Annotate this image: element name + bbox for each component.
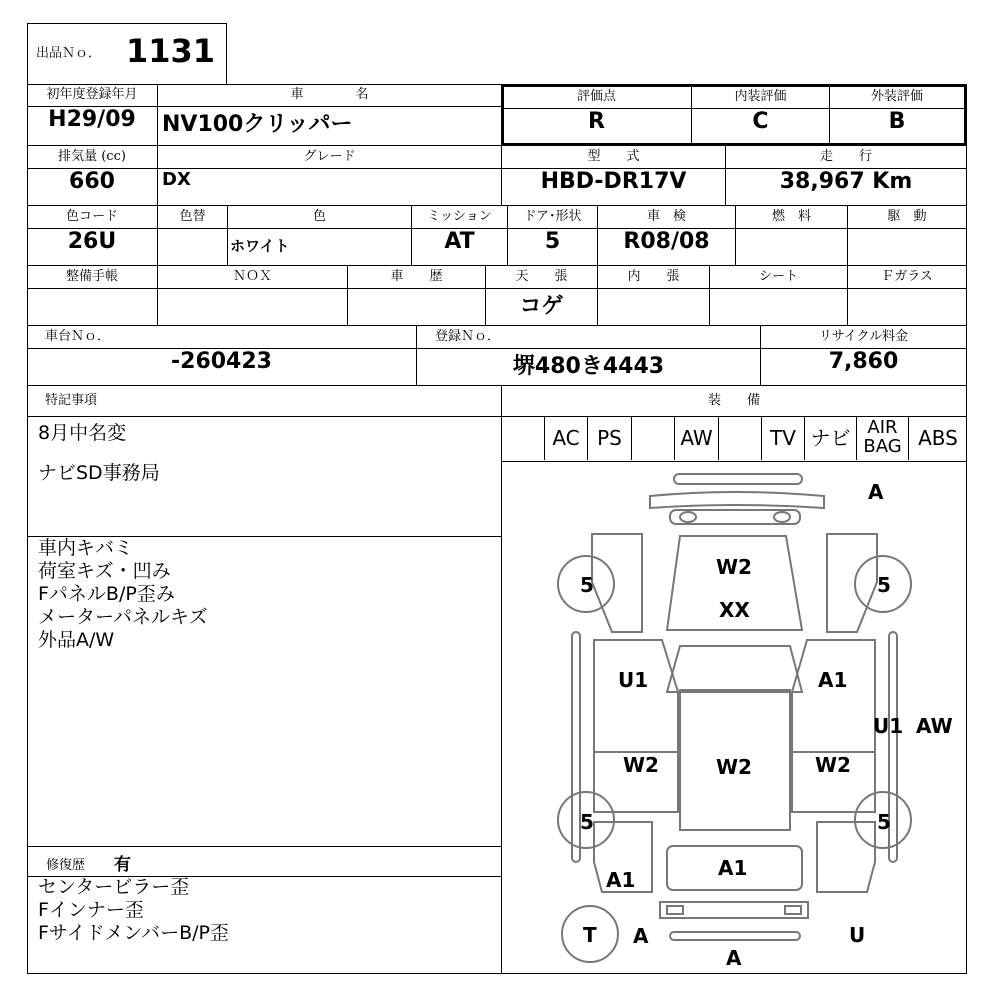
mark-tailgate: A1 [718,856,748,880]
grade-cell [158,146,502,206]
mark-tire-fr: 5 [877,573,891,597]
mark-left-rear: A1 [606,868,636,892]
recycle-cell [761,326,967,386]
mark-rear-bumper: A [726,946,742,970]
equip-tv: TV [761,416,804,460]
exterior-cell [830,86,964,144]
fglass-cell [848,266,967,326]
ceiling-value: コゲ [519,294,564,319]
mark-spare-tire: T [583,923,597,947]
repair-line: Fインナー歪 [38,899,144,921]
reg-no-cell [417,326,761,386]
equip-slot-empty [718,416,761,460]
color-cell [228,206,412,266]
note-line: ナビSD事務局 [38,462,160,484]
score-cell [502,86,692,144]
inspection-value: R08/08 [623,229,710,254]
note-line: 荷室キズ・凹み [38,560,171,582]
equip-abs: ABS [908,416,967,460]
mark-right-front-door: A1 [818,668,848,692]
model-value: HBD-DR17V [540,169,687,194]
maint-cell [27,266,158,326]
mileage-cell [726,146,967,206]
ceiling-cell [486,266,598,326]
model-label: 型 式 [502,146,725,169]
seat-cell [710,266,848,326]
note-line: FパネルB/P歪み [38,583,175,605]
lot-number: 1131 [126,32,216,70]
repaint-cell [158,206,228,266]
score-label: 評価点 [502,86,691,109]
mark-right-rear-door: W2 [815,753,851,777]
reg-year-value: H29/09 [48,107,136,132]
equip-aw: AW [674,416,718,460]
displacement-value: 660 [69,169,115,194]
reg-year-label: 初年度登録年月 [27,84,157,107]
mission-label: ミッション [412,206,507,229]
equipment-label: 装 備 [502,386,966,417]
mark-hood-1: W2 [716,555,752,579]
fuel-cell [736,206,848,266]
fglass-label: Ｆガラス [848,266,966,289]
maint-label: 整備手帳 [27,266,157,289]
recycle-label: リサイクル料金 [761,326,966,349]
notes-label: 特記事項 [27,386,501,417]
mark-tire-rl: 5 [580,810,594,834]
door-cell [508,206,598,266]
equip-slot-empty [502,416,544,460]
chassis-cell [27,326,417,386]
repaint-label: 色替 [158,206,227,229]
displacement-cell [27,146,158,206]
lot-label: 出品Ｎｏ． [36,46,102,61]
interior-cell [692,86,830,144]
nox-cell [158,266,348,326]
inspection-cell [598,206,736,266]
equip-airbag: AIR BAG [856,416,908,460]
mark-left-rear-door: W2 [623,753,659,777]
equip-navi: ナビ [804,416,856,460]
mark-tire-fl: 5 [580,573,594,597]
recycle-value: 7,860 [828,349,899,374]
inspection-label: 車 検 [598,206,735,229]
equipment-row [502,416,967,462]
mark-right-side-2: AW [916,714,953,738]
score-value: R [588,109,605,134]
mark-front-bumper: A [868,480,884,504]
mileage-label: 走 行 [726,146,966,169]
color-code-label: 色コード [27,206,157,229]
lot-number-box [27,23,227,85]
exterior-value: B [888,109,906,134]
history-label: 車 歴 [348,266,485,289]
mileage-value: 38,967 Km [779,169,913,194]
door-value: 5 [544,229,561,254]
color-code-cell [27,206,158,266]
grade-label: グレード [158,146,501,169]
equip-ac: AC [544,416,587,460]
door-label: ドア･形状 [508,206,597,229]
fuel-label: 燃 料 [736,206,847,229]
mission-cell [412,206,508,266]
drive-label: 駆 動 [848,206,966,229]
inner-cell [598,266,710,326]
equip-slot-empty [631,416,674,460]
mark-tire-rr: 5 [877,810,891,834]
drive-cell [848,206,967,266]
grade-value: DX [162,169,191,190]
color-label: 色 [228,206,411,229]
repair-divider [27,846,502,847]
chassis-value: -260423 [171,349,272,374]
color-code-value: 26U [67,229,117,254]
interior-value: C [752,109,769,134]
mark-rear-right: U [849,923,866,947]
mark-left-front-door: U1 [618,668,649,692]
color-value: ホワイト [230,237,290,255]
reg-no-label: 登録Ｎｏ． [417,326,760,349]
exterior-label: 外装評価 [830,86,964,109]
chassis-label: 車台Ｎｏ． [27,326,416,349]
history-cell [348,266,486,326]
note-line: 8月中名変 [38,422,127,444]
mark-hood-2: XX [719,598,750,622]
inner-label: 内 張 [598,266,709,289]
reg-year-cell [27,84,158,146]
car-name-cell [158,84,502,146]
mark-roof: W2 [716,755,752,779]
seat-label: シート [710,266,847,289]
car-name-label: 車 名 [158,84,501,107]
note-line: メーターパネルキズ [38,606,208,628]
equip-ps: PS [587,416,631,460]
mission-value: AT [444,229,475,254]
ceiling-label: 天 張 [486,266,597,289]
repair-line: FサイドメンバーB/P歪 [38,922,229,944]
repair-value: 有 [114,855,131,875]
repair-label: 修復歴 [46,858,86,873]
displacement-label: 排気量 (cc) [27,146,157,169]
note-line: 外品A/W [38,629,115,651]
repair-line: センタービラー歪 [38,876,190,898]
reg-no-value: 堺480き4443 [512,354,665,379]
mark-right-side-1: U1 [873,714,904,738]
model-cell [502,146,726,206]
nox-label: ＮＯＸ [158,266,347,289]
car-name-value: NV100クリッパー [162,112,353,137]
note-line: 車内キバミ [38,537,134,559]
mark-rear-left: A [633,924,649,948]
interior-label: 内装評価 [692,86,829,109]
